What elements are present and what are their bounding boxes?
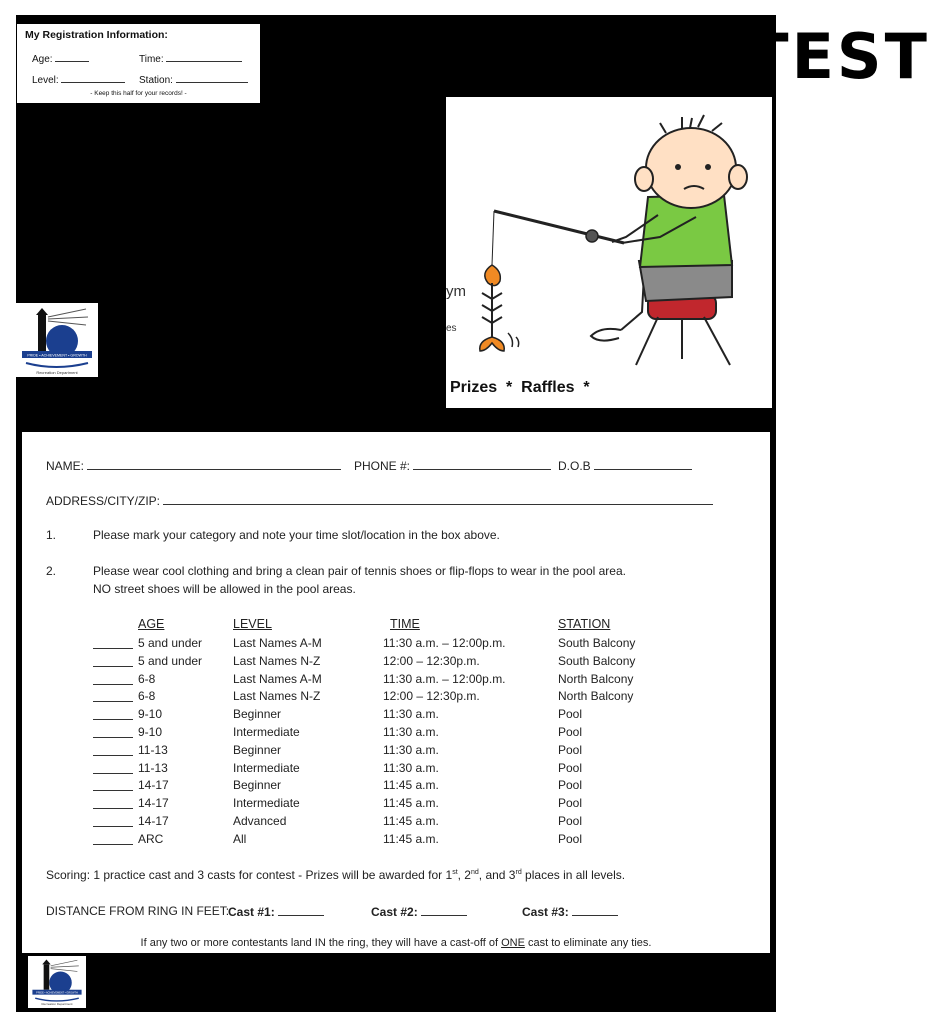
time-label: Time: [139, 54, 164, 65]
row-time: 11:30 a.m. – 12:00p.m. [383, 636, 506, 650]
instruction-2-text: Please wear cool clothing and bring a clean pair of tennis shoes or flip-flops to wear in the pool area. [93, 564, 626, 578]
row-age: 9-10 [138, 725, 163, 739]
category-checkbox-blank[interactable] [93, 834, 133, 845]
registration-title: My Registration Information: [25, 29, 168, 41]
row-age: 5 and under [138, 653, 203, 668]
category-checkbox-blank[interactable] [93, 709, 133, 720]
fish-skeleton-icon [480, 265, 519, 351]
category-checkbox-blank[interactable] [93, 674, 133, 685]
row-level: Beginner [233, 707, 282, 722]
boy-face-icon [635, 115, 747, 208]
distance-label: DISTANCE FROM RING IN FEET: [46, 904, 230, 918]
name-row [46, 458, 341, 473]
instruction-1-number: 1. [46, 528, 57, 542]
art-text-fragment-2: es [446, 323, 457, 334]
recreation-logo [16, 303, 98, 377]
instruction-2-number: 2. [46, 564, 57, 578]
logo-banner: PRIDE • ACHIEVEMENT • GROWTH [27, 353, 87, 358]
row-time: 12:00 – 12:30p.m. [383, 689, 480, 704]
cast-1-field [228, 904, 324, 919]
row-level: Advanced [233, 814, 287, 828]
row-level: Beginner [233, 742, 282, 757]
age-label: Age: [32, 54, 53, 65]
title-text: NO CONTEST [452, 20, 930, 93]
row-station: Pool [558, 831, 583, 846]
scoring-text: Scoring: 1 practice cast and 3 casts for contest - Prizes will be awarded for 1st, 2nd, and 3rd places in all levels. [46, 868, 626, 882]
row-age: 5 and under [138, 636, 203, 650]
category-checkbox-blank[interactable] [93, 638, 133, 649]
category-checkbox-blank[interactable] [93, 745, 133, 756]
cast-1-blank[interactable] [278, 904, 324, 916]
category-checkbox-blank[interactable] [93, 798, 133, 809]
row-age: ARC [138, 831, 164, 846]
row-time: 11:30 a.m. [383, 742, 439, 757]
cast-2-field [371, 904, 467, 919]
row-age: 14-17 [138, 814, 169, 828]
cast-3-field [522, 904, 618, 919]
row-level: All [233, 831, 247, 846]
row-station: North Balcony [558, 671, 634, 686]
category-checkbox-blank[interactable] [93, 727, 133, 738]
lighthouse-logo-icon-small [28, 956, 86, 1008]
row-level: Intermediate [233, 796, 300, 811]
row-station: North Balcony [558, 689, 634, 704]
row-station: Pool [558, 796, 583, 811]
title-fragment [446, 20, 930, 100]
boy-fishing-illustration [446, 97, 772, 408]
row-station: Pool [558, 814, 583, 828]
dob-blank[interactable] [594, 458, 692, 470]
row-level: Intermediate [233, 725, 300, 739]
address-row [46, 493, 713, 508]
row-age: 11-13 [138, 742, 168, 757]
logo-banner-small: PRIDE • ACHIEVEMENT • GROWTH [36, 991, 78, 995]
row-time: 12:00 – 12:30p.m. [383, 653, 480, 668]
row-station: South Balcony [558, 653, 636, 668]
row-age: 11-13 [138, 760, 168, 775]
row-level: Beginner [233, 778, 282, 793]
registration-box [17, 24, 260, 103]
category-checkbox-blank[interactable] [93, 656, 133, 667]
prizes-raffles-text: Prizes * Raffles * [450, 379, 590, 396]
address-blank[interactable] [163, 493, 713, 505]
header-time: TIME [390, 617, 420, 631]
age-field [32, 50, 89, 65]
top-margin [0, 0, 791, 15]
row-level: Last Names A-M [233, 671, 322, 686]
row-station: Pool [558, 778, 583, 793]
row-time: 11:45 a.m. [383, 796, 439, 811]
phone-label: PHONE #: [354, 459, 411, 473]
row-station: Pool [558, 707, 583, 722]
age-blank [55, 50, 89, 62]
cast-2-blank[interactable] [421, 904, 467, 916]
row-time: 11:30 a.m. [383, 707, 439, 722]
header-level: LEVEL [233, 617, 272, 631]
row-level: Last Names N-Z [233, 689, 321, 704]
dob-label: D.O.B [558, 459, 591, 473]
station-label: Station: [139, 75, 173, 86]
address-label: ADDRESS/CITY/ZIP: [46, 494, 161, 508]
time-blank [166, 50, 242, 62]
category-checkbox-blank[interactable] [93, 780, 133, 791]
level-label: Level: [32, 75, 59, 86]
cast-3-blank[interactable] [572, 904, 618, 916]
level-field [32, 71, 125, 86]
row-time: 11:30 a.m. – 12:00p.m. [383, 671, 506, 686]
row-time: 11:45 a.m. [383, 814, 439, 828]
instruction-2-text-line2: NO street shoes will be allowed in the pool areas. [93, 582, 356, 596]
level-blank [61, 71, 125, 83]
row-time: 11:30 a.m. [383, 725, 439, 739]
row-age: 6-8 [138, 671, 156, 686]
fishing-rod-icon [494, 211, 624, 243]
row-station: Pool [558, 725, 583, 739]
header-station: STATION [558, 617, 611, 631]
row-age: 14-17 [138, 796, 169, 811]
art-text-fragment-1: ym [446, 283, 466, 300]
row-level: Last Names N-Z [233, 653, 321, 668]
phone-blank[interactable] [413, 458, 551, 470]
lighthouse-logo-icon [16, 303, 98, 377]
phone-row [354, 458, 551, 473]
cast-2-label: Cast #2: [371, 905, 418, 919]
row-age: 9-10 [138, 707, 163, 722]
station-blank [176, 71, 248, 83]
row-age: 14-17 [138, 778, 169, 793]
category-checkbox-blank[interactable] [93, 691, 133, 702]
row-time: 11:45 a.m. [383, 778, 439, 793]
row-station: Pool [558, 760, 583, 775]
registration-form [22, 432, 770, 953]
row-time: 11:45 a.m. [383, 831, 439, 846]
category-checkbox-blank[interactable] [93, 763, 133, 774]
stool-icon [636, 295, 730, 365]
name-label: NAME: [46, 459, 85, 473]
illustration-panel [446, 97, 772, 408]
tie-rule-text: If any two or more contestants land IN the ring, they will have a cast-off of ONE cast to eliminate any ties. [140, 937, 652, 949]
row-time: 11:30 a.m. [383, 760, 439, 775]
cast-1-label: Cast #1: [228, 905, 275, 919]
name-blank[interactable] [87, 458, 341, 470]
row-age: 6-8 [138, 689, 156, 704]
row-station: Pool [558, 742, 583, 757]
recreation-logo-small [28, 956, 86, 1008]
header-age: AGE [138, 617, 165, 631]
time-field [139, 50, 242, 65]
row-level: Intermediate [233, 760, 300, 775]
keep-records-note: - Keep this half for your records! - [90, 90, 187, 97]
row-station: South Balcony [558, 636, 636, 650]
cast-3-label: Cast #3: [522, 905, 569, 919]
instruction-1-text: Please mark your category and note your time slot/location in the box above. [93, 528, 500, 542]
logo-caption-small: Recreation Department [41, 1002, 73, 1006]
station-field [139, 71, 248, 86]
logo-caption: Recreation Department [36, 370, 78, 375]
dob-row [558, 458, 692, 473]
category-checkbox-blank[interactable] [93, 816, 133, 827]
row-level: Last Names A-M [233, 636, 322, 650]
